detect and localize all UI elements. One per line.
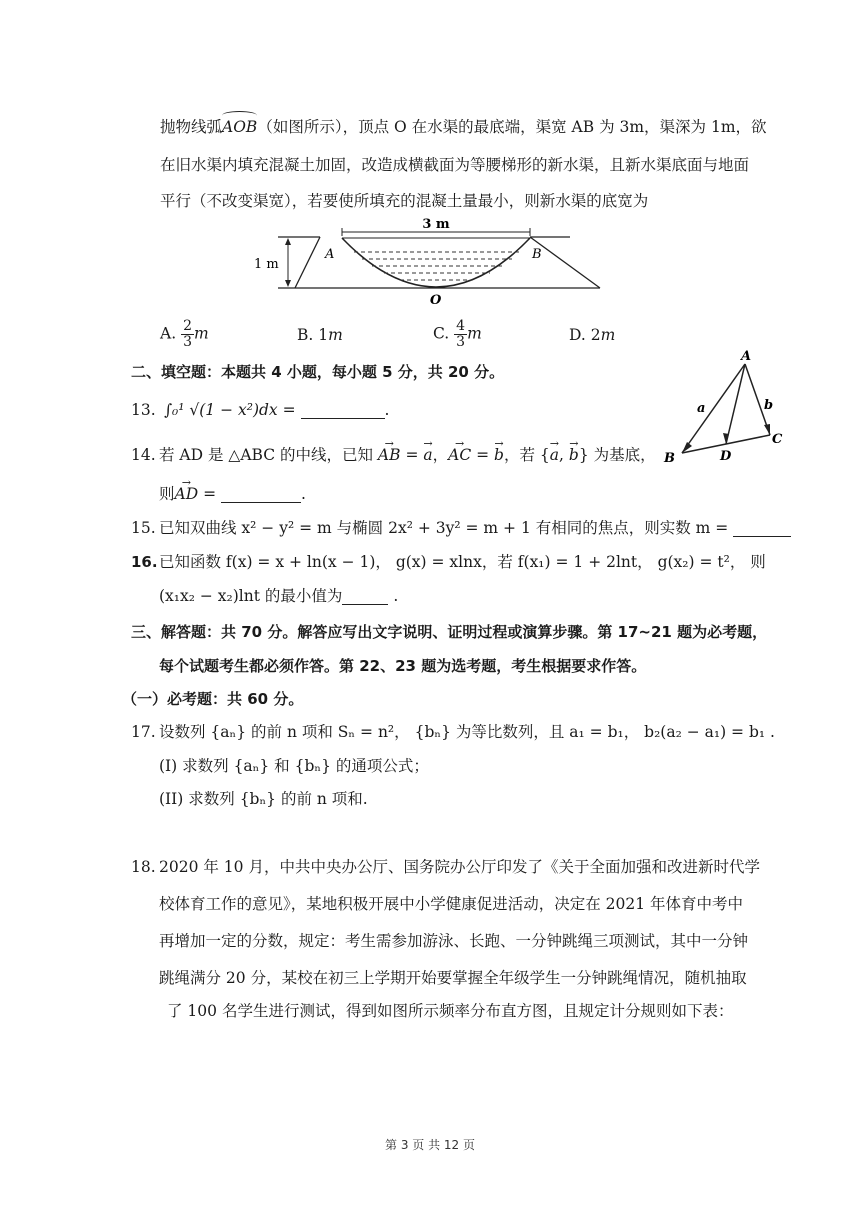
vertex-a: A bbox=[741, 349, 752, 364]
q15-answer-blank bbox=[733, 520, 791, 537]
q17-part2: (II) 求数列 {bₙ} 的前 n 项和. bbox=[159, 790, 368, 808]
q18-line1: 18. 2020 年 10 月，中共中央办公厅、国务院办公厅印发了《关于全面加强和改进新时代学 bbox=[131, 858, 760, 876]
q18-line3: 再增加一定的分数，规定：考生需参加游泳、长跑、一分钟跳绳三项测试，其中一分钟 bbox=[159, 932, 749, 950]
option-d: D. 2m bbox=[569, 326, 616, 344]
q14-answer-blank bbox=[221, 486, 301, 503]
q12-line1: 抛物线弧AOB（如图所示），顶点 O 在水渠的最底端，渠宽 AB 为 3m，渠深为 1m，欲 bbox=[160, 118, 767, 136]
q17-part1: (I) 求数列 {aₙ} 和 {bₙ} 的通项公式； bbox=[159, 757, 429, 775]
arc-aob: AOB bbox=[222, 118, 258, 136]
point-b-label: B bbox=[532, 247, 542, 262]
channel-figure bbox=[250, 212, 610, 308]
point-a-label: A bbox=[325, 247, 335, 262]
q14-line1: 14. 若 AD 是 △ABC 的中线，已知 → AB = → a，→ AC = → b，若 {→ a, → b} 为基底， bbox=[131, 445, 656, 465]
option-a-fraction: $\frac{2}{3}$ bbox=[183, 318, 192, 350]
vec-label-a: a bbox=[697, 401, 706, 416]
q16-answer-blank bbox=[342, 588, 388, 605]
q18-line5: 了 100 名学生进行测试，得到如图所示频率分布直方图，且规定计分规则如下表： bbox=[167, 1002, 734, 1020]
option-c-fraction: $\frac{4}{3}$ bbox=[456, 318, 466, 350]
q16-line1: 16.已知函数 f(x) = x + ln(x − 1)， g(x) = xlnx，若 f(x₁) = 1 + 2lnt， g(x₂) = t²， 则 bbox=[131, 553, 766, 571]
vector-ab: → AB bbox=[378, 445, 401, 465]
vertex-d: D bbox=[720, 449, 732, 464]
option-b: B. 1m bbox=[297, 326, 343, 344]
q12-line3: 平行（不改变渠宽），若要使所填充的混凝土量最小，则新水渠的底宽为 bbox=[160, 192, 649, 210]
vector-a: → a bbox=[423, 445, 432, 465]
basis-vector-b: → b bbox=[569, 445, 579, 465]
q13-integral: ∫₀¹ √(1 − x²)dx = bbox=[163, 401, 296, 419]
section-2-heading: 二、填空题：本题共 4 小题，每小题 5 分，共 20 分。 bbox=[131, 363, 505, 381]
q12-line2: 在旧水渠内填充混凝土加固，改造成横截面为等腰梯形的新水渠，且新水渠底面与地面 bbox=[160, 156, 750, 174]
q13: 13. ∫₀¹ √(1 − x²)dx = . bbox=[131, 401, 390, 419]
vertex-b: B bbox=[664, 451, 675, 466]
depth-label: 1 m bbox=[254, 257, 279, 272]
option-c: C. $\frac{4}{3}$ m bbox=[433, 318, 482, 350]
point-o-label: O bbox=[430, 293, 442, 308]
q14-line2: 则→ AD = . bbox=[159, 484, 306, 504]
triangle-figure bbox=[660, 345, 790, 467]
page-footer: 第 3 页 共 12 页 bbox=[385, 1138, 475, 1152]
vector-b: → b bbox=[494, 445, 504, 465]
q16-line2: (x₁x₂ − x₂)lnt 的最小值为 . bbox=[159, 587, 399, 605]
vector-ac: → AC bbox=[448, 445, 471, 465]
vertex-c: C bbox=[772, 432, 783, 447]
vec-label-b: b bbox=[764, 398, 774, 413]
option-a: A. $\frac{2}{3}$ m bbox=[160, 318, 209, 350]
q17-line1: 17. 设数列 {aₙ} 的前 n 项和 Sₙ = n²， {bₙ} 为等比数列，且 a₁ = b₁， b₂(a₂ − a₁) = b₁ . bbox=[131, 723, 775, 741]
width-label: 3 m bbox=[422, 217, 450, 232]
section-3-heading: 三、解答题：共 70 分。解答应写出文字说明、证明过程或演算步骤。第 17~21 题为必考题， bbox=[131, 623, 768, 641]
q18-line2: 校体育工作的意见》，某地积极开展中小学健康促进活动，决定在 2021 年体育中考中 bbox=[159, 895, 744, 913]
q13-answer-blank bbox=[301, 402, 385, 419]
q15: 15. 已知双曲线 x² − y² = m 与椭圆 2x² + 3y² = m + 1 有相同的焦点，则实数 m = bbox=[131, 518, 791, 538]
section-3a-heading: （一）必考题：共 60 分。 bbox=[122, 690, 304, 708]
section-3-heading-line2: 每个试题考生都必须作答。第 22、23 题为选考题，考生根据要求作答。 bbox=[159, 657, 647, 675]
q18-line4: 跳绳满分 20 分，某校在初三上学期开始要掌握全年级学生一分钟跳绳情况，随机抽取 bbox=[159, 969, 747, 987]
vector-ad: → AD bbox=[175, 484, 199, 504]
basis-vector-a: → a bbox=[550, 445, 559, 465]
